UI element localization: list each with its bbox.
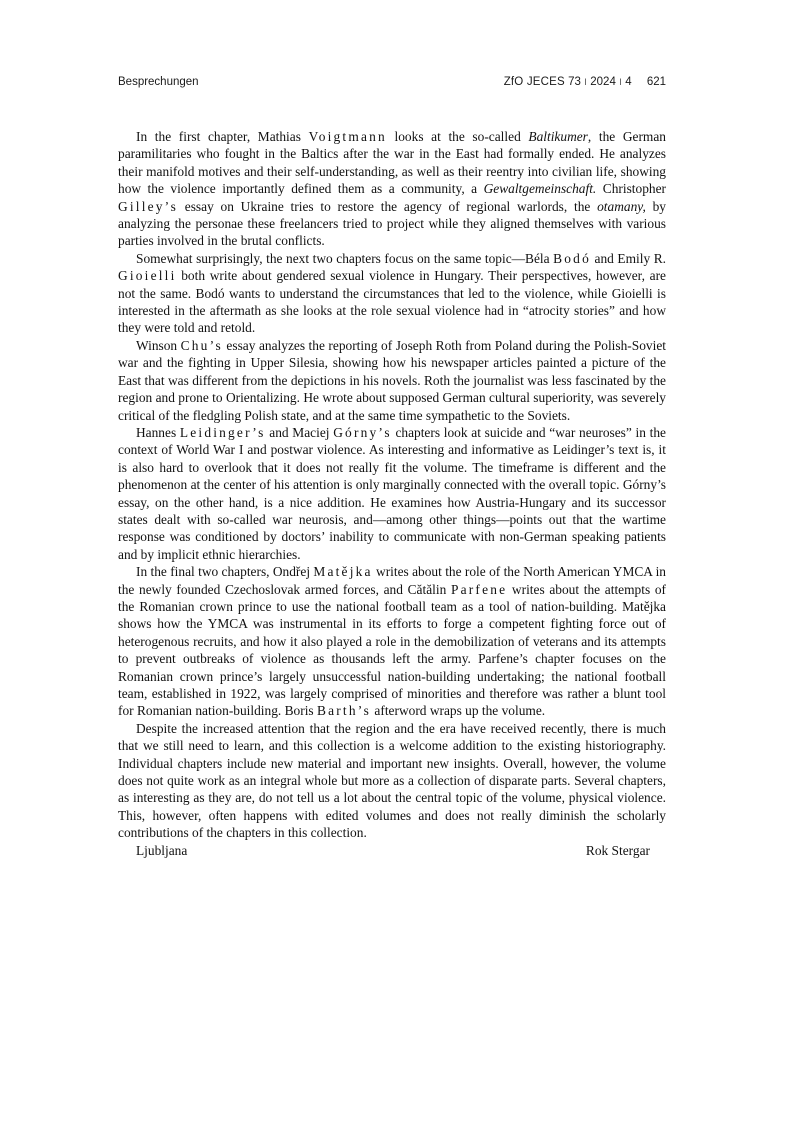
author-name: Barth’s [316,703,372,719]
text-run: and Emily R. [590,250,666,266]
author-name: Leidinger’s [179,424,266,440]
volume-number: 73 [568,76,581,88]
text-run: by analyzing the personae these freelancers tried to project while they aligned themselves with various parties involved in the brutal conflicts. [118,198,666,249]
paragraphs [118,128,666,842]
separator-icon: ǀ [581,77,590,87]
review-body [118,128,666,859]
italic-term: otamany, [597,198,646,214]
text-run: writes about the attempts of the Romanian crown prince to use the national football team as a tool of nation-building. Matějka shows how the YMCA was instrumental in its efforts to forge a competent fighting force out of heterogenous recruits, and how it also played a role in the demobilization of veterans and its attempts to prevent outbreaks of violence as thousands left the army. Parfene’s chapter focuses on the Romanian crown prince’s largely unsuccessful nation-building undertaking; the national football team, established in 1922, was largely comprised of minorities and therefore was rather a blunt tool for Romanian nation-building. Boris [118,581,666,719]
text-run: and Maciej [265,424,334,440]
author-name: Górny’s [333,424,392,440]
text-run: afterword wraps up the volume. [371,703,546,719]
journal-name: ZfO JECES [503,76,565,88]
signature-line [118,842,666,859]
text-run: In the final two chapters, Ondřej [136,564,314,580]
author-name: Chu’s [180,337,223,353]
text-run: Christopher [596,181,666,197]
text-run: both write about gendered sexual violence in Hungary. Their perspectives, however, are not the same. Bodó wants to understand the circumstances that led to the violence, while Gioielli is interested in the aftermath as she looks at the role sexual violence had in “atrocity stories” and how they were told and retold. [118,268,666,336]
italic-term: Baltikumer [528,129,588,144]
issue-number: 4 [625,76,632,88]
text-run: Winson [136,337,181,353]
text-run: writes about the role of the North American YMCA in the newly founded Czechoslovak armed forces, and Cătălin [118,564,666,597]
text-run: Hannes [136,424,180,440]
paragraph [118,720,666,842]
paragraph [118,250,666,337]
author-name: Bodó [553,250,591,266]
paragraph [118,424,666,563]
text-run: , the German paramilitaries who fought in the Baltics after the war in the East had formally ended. He analyzes their manifold motives and their self-understanding, as well as their reentry into civilian life, showing how the violence importantly defined them as a community, a [118,129,666,197]
text-run: looks at the so-called [386,129,529,144]
text-run: essay on Ukraine tries to restore the agency of regional warlords, the [178,198,598,214]
paragraph [118,128,666,250]
signature-author: Rok Stergar [585,842,650,858]
author-name: Gioielli [118,268,177,284]
journal-citation [504,76,666,88]
separator-icon: ǀ [616,77,625,87]
text-run: Somewhat surprisingly, the next two chapters focus on the same topic—Béla [136,250,554,266]
year: 2024 [590,76,616,88]
author-name: Voigtmann [308,129,387,144]
text-run: essay analyzes the reporting of Joseph Roth from Poland during the Polish-Soviet war and the fighting in Upper Silesia, showing how his newspaper articles painted a picture of the East that was different from the depictions in his novels. Roth the journalist was less fascinated by the region and prone to Orientalizing. He wrote about supposed German cultural superiority, was severely critical of the fledgling Polish state, and at the same time sympathetic to the Soviets. [118,337,666,423]
paragraph [118,563,666,720]
section-title: Besprechungen [118,76,199,88]
italic-term: Gewaltgemeinschaft. [483,181,597,197]
paragraph [118,337,666,424]
author-name: Matějka [313,564,373,580]
author-name: Parfene [450,581,508,597]
signature-place: Ljubljana [136,842,188,858]
author-name: Gilley’s [118,198,179,214]
text-run: In the first chapter, Mathias [136,129,309,144]
running-header [118,76,666,92]
text-run: chapters look at suicide and “war neuroses” in the context of World War I and postwar violence. As interesting and informative as Leidinger’s text is, it is also hard to overlook that it does not really fit the volume. The timeframe is different and the phenomenon at the center of his attention is only marginally connected with the overall topic. Górny’s essay, on the other hand, is a nice addition. He examines how Austria-Hungary and its successor states dealt with so-called war neurosis, and—among other things—points out that the wartime response was conditioned by doctors’ inability to communicate with non-German speaking patients and by implicit ethnic hierarchies. [118,424,666,562]
page-number: 621 [646,76,666,88]
text-run: Despite the increased attention that the region and the era have received recently, there is much that we still need to learn, and this collection is a welcome addition to the existing historiography. Individual chapters include new material and important new insights. Overall, however, the volume does not quite work as an integral whole but more as a collection of disparate parts. Several chapters, as interesting as they are, do not tell us a lot about the central topic of the volume, physical violence. This, however, often happens with edited volumes and does not really diminish the scholarly contributions of the chapters in this collection. [118,720,666,841]
